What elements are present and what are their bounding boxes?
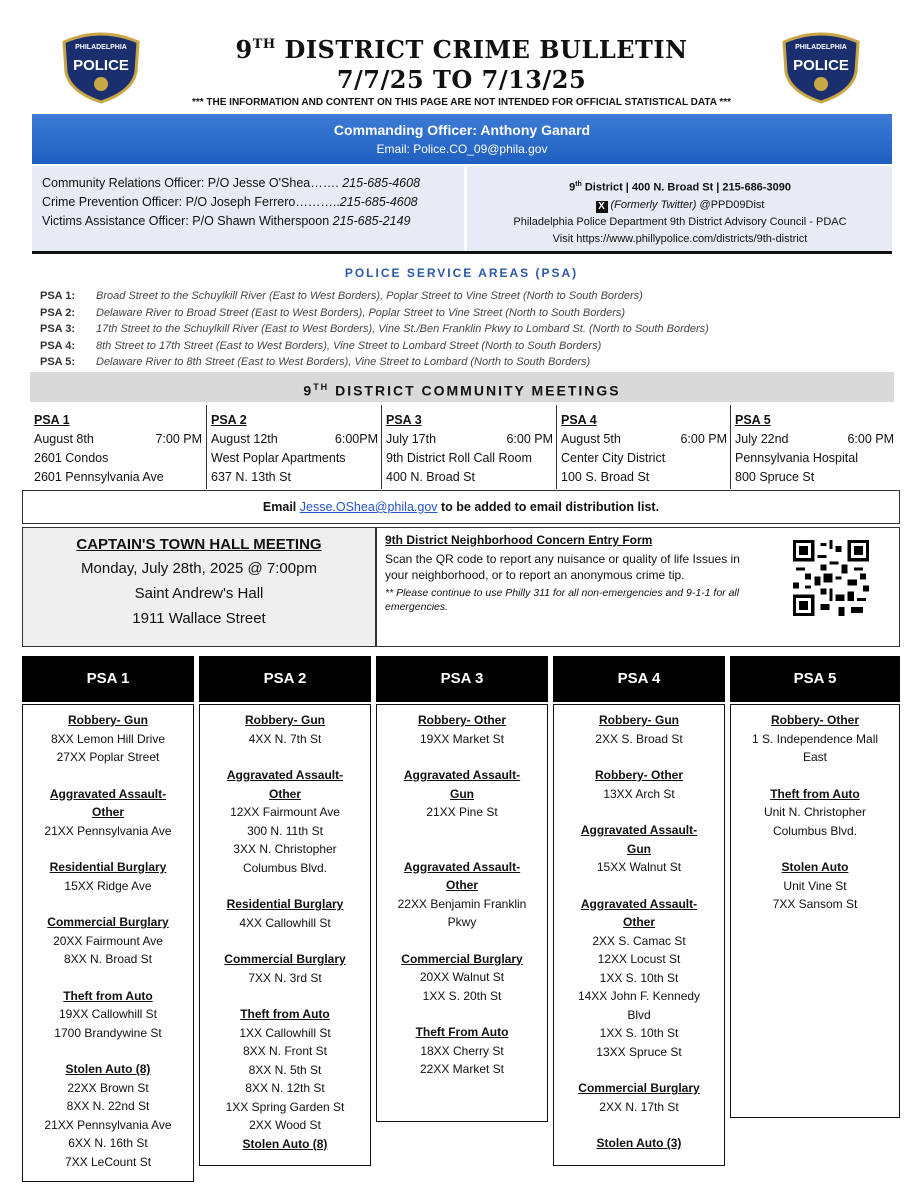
- crime-category: Stolen Auto (8): [65, 1062, 151, 1076]
- town-hall-box: [22, 527, 376, 647]
- crime-category: Residential Burglary: [226, 897, 344, 911]
- psa-area-row: PSA 3: 17th Street to the Schuylkill River (East to West Borders), Vine St./Ben Franklin Pkwy to Lombard St. (North to South Borders): [40, 323, 709, 335]
- crime-location: 21XX Pennsylvania Ave: [44, 823, 172, 838]
- crime-location: 14XX John F. Kennedy: [577, 989, 701, 1003]
- spacer: [23, 969, 193, 987]
- psa-2-crimes: [199, 704, 371, 1166]
- psa-area-list: [40, 288, 910, 371]
- crime-location: Blvd: [627, 1007, 651, 1022]
- psa-1-crimes: [22, 704, 194, 1182]
- crime-category: Theft from Auto: [63, 988, 153, 1003]
- crime-location: 3XX N. Christopher: [233, 842, 337, 856]
- badge-label-main: POLICE: [73, 57, 129, 74]
- divider: [464, 166, 467, 251]
- date-range: 7/7/25 TO 7/13/25: [336, 65, 587, 94]
- crime-category: Residential Burglary: [49, 860, 167, 874]
- crime-location: 2XX S. Broad St: [595, 731, 683, 746]
- crime-location: 22XX Benjamin Franklin: [397, 896, 527, 911]
- commanding-officer-bar: [32, 114, 892, 164]
- town-hall-address: 1911 Wallace Street: [132, 610, 266, 627]
- psa-area-row: PSA 1: Broad Street to the Schuylkill River (East to West Borders), Poplar Street to Vine Street (North to South Borders): [40, 290, 643, 302]
- crime-category: Robbery- Gun: [68, 713, 148, 727]
- email-distribution-row: Email Jesse.OShea@phila.gov to be added to email distribution list.: [22, 490, 900, 524]
- crime-category: Robbery- Other: [594, 768, 683, 782]
- psa-area-row: PSA 5: Delaware River to 8th Street (East to West Borders), Vine Street to Lombard (North to South Borders): [40, 356, 591, 368]
- spacer: [377, 748, 547, 766]
- psa-5-crimes: [730, 704, 900, 1118]
- town-hall-place: Saint Andrew's Hall: [134, 585, 264, 602]
- town-hall-heading: CAPTAIN'S TOWN HALL MEETING: [76, 536, 322, 553]
- crime-location: 18XX Cherry St: [420, 1043, 504, 1058]
- crime-location: 8XX N. Front St: [242, 1044, 328, 1058]
- svg-text:PHILADELPHIA: PHILADELPHIA: [795, 44, 847, 51]
- crime-category: Gun: [450, 786, 474, 801]
- officer-row: Victims Assistance Officer: P/O Shawn Witherspoon 215-685-2149: [42, 214, 411, 228]
- crime-category: Other: [268, 786, 301, 801]
- bulletin-title: 9TH DISTRICT CRIME BULLETIN 7/7/25 TO 7/13/25: [0, 30, 923, 95]
- badge-label-top: PHILADELPHIA: [75, 44, 127, 51]
- crime-category: Robbery- Gun: [599, 713, 679, 727]
- crime-location: 12XX Locust St: [597, 952, 681, 966]
- crime-category: Stolen Auto (8): [242, 1136, 328, 1151]
- spacer: [377, 1005, 547, 1023]
- crime-category: Aggravated Assault-: [580, 823, 698, 837]
- spacer: [377, 822, 547, 840]
- crime-location: 8XX N. 22nd St: [66, 1099, 150, 1113]
- crime-location: 1700 Brandywine St: [54, 1025, 162, 1040]
- commanding-officer-email[interactable]: Email: Police.CO_09@phila.gov: [376, 142, 548, 156]
- officer-list: [42, 174, 462, 231]
- crime-category: Aggravated Assault-: [580, 896, 698, 911]
- town-hall-date: Monday, July 28th, 2025 @ 7:00pm: [81, 560, 317, 577]
- crime-location: 7XX N. 3rd St: [248, 970, 322, 985]
- crime-location: 15XX Ridge Ave: [64, 878, 152, 893]
- psa-area-row: PSA 4: 8th Street to 17th Street (East to West Borders), Vine Street to Lombard Street (North to South Borders): [40, 339, 602, 352]
- crime-location: 6XX N. 16th St: [68, 1136, 148, 1150]
- crime-location: 1XX Spring Garden St: [225, 1099, 345, 1114]
- crime-location: 20XX Walnut St: [419, 970, 505, 984]
- meeting-psa-1: PSA 1 August 8th 7:00 PM 2601 Condos 2601 Pennsylvania Ave: [34, 413, 202, 484]
- crime-category: Robbery- Other: [417, 713, 506, 727]
- concern-heading: 9th District Neighborhood Concern Entry Form: [385, 533, 653, 547]
- officer-row: Community Relations Officer: P/O Jesse O'Shea……. 215-685-4608: [42, 176, 421, 190]
- crime-location: Unit N. Christopher: [763, 805, 867, 819]
- community-meetings: [30, 405, 894, 489]
- crime-location: 4XX Callowhill St: [239, 915, 331, 930]
- community-meetings-heading: 9TH DISTRICT COMMUNITY MEETINGS: [30, 372, 894, 402]
- crime-category: Other: [445, 878, 478, 892]
- spacer: [200, 987, 370, 1005]
- crime-category: Commercial Burglary: [401, 951, 523, 966]
- spacer: [200, 932, 370, 950]
- crime-location: 1 S. Independence Mall: [751, 731, 879, 746]
- concern-entry-form: [376, 527, 900, 647]
- concern-note: ** Please continue to use Philly 311 for all non-emergencies and 9-1-1 for all emergencies.: [385, 587, 740, 613]
- crime-category: Other: [622, 915, 655, 929]
- crime-category: Theft from Auto: [240, 1007, 330, 1021]
- spacer: [554, 877, 724, 895]
- crime-location: 1XX Callowhill St: [239, 1025, 331, 1040]
- crime-category: Stolen Auto: [781, 860, 849, 874]
- crime-location: 19XX Callowhill St: [58, 1007, 158, 1021]
- qr-code-icon[interactable]: [793, 540, 869, 616]
- crime-location: 8XX Lemon Hill Drive: [50, 731, 166, 746]
- spacer: [200, 748, 370, 766]
- crime-location: 1XX S. 10th St: [599, 1026, 679, 1040]
- district-website[interactable]: Visit https://www.phillypolice.com/districts/9th-district: [552, 232, 808, 245]
- spacer: [731, 840, 899, 858]
- crime-location: Columbus Blvd.: [242, 860, 328, 875]
- crime-location: 8XX N. 12th St: [245, 1081, 325, 1095]
- email-link[interactable]: Jesse.OShea@phila.gov: [299, 500, 438, 514]
- spacer: [23, 767, 193, 785]
- spacer: [23, 895, 193, 913]
- commanding-officer-name: Commanding Officer: Anthony Ganard: [333, 122, 591, 138]
- crime-category: Commercial Burglary: [578, 1081, 700, 1095]
- district-info: 9th District | 400 N. Broad St | 215-686-3090 X (Formerly Twitter) @PPD09Dist Philadelphia Police Department 9th District Advisory Council - PDAC Visit https://www.phillypolice.com/districts/9th-district: [468, 176, 892, 248]
- psa-3-header: PSA 3: [376, 656, 548, 702]
- spacer: [731, 767, 899, 785]
- spacer: [23, 840, 193, 858]
- crime-location: Columbus Blvd.: [772, 823, 858, 838]
- disclaimer: *** THE INFORMATION AND CONTENT ON THIS PAGE ARE NOT INTENDED FOR OFFICIAL STATISTICAL DATA ***: [191, 97, 732, 108]
- spacer: [554, 1116, 724, 1134]
- crime-category: Aggravated Assault-: [226, 768, 344, 782]
- crime-category: Aggravated Assault-: [403, 859, 521, 874]
- crime-category: Commercial Burglary: [47, 915, 169, 929]
- crime-location: 1XX S. 10th St: [599, 970, 679, 985]
- crime-location: 13XX Spruce St: [596, 1044, 682, 1059]
- crime-location: 13XX Arch St: [603, 786, 675, 801]
- crime-category: Aggravated Assault-: [49, 786, 167, 801]
- crime-category: Aggravated Assault-: [403, 768, 521, 782]
- crime-category: Other: [91, 805, 124, 819]
- crime-category: Robbery- Other: [770, 713, 859, 727]
- psa-heading: POLICE SERVICE AREAS (PSA): [344, 266, 579, 280]
- meeting-psa-5: PSA 5 July 22nd 6:00 PM Pennsylvania Hospital 800 Spruce St: [730, 405, 894, 489]
- crime-category: Theft From Auto: [415, 1025, 509, 1039]
- meeting-psa-4: PSA 4 August 5th 6:00 PM Center City District 100 S. Broad St: [556, 405, 727, 489]
- crime-category: Robbery- Gun: [245, 713, 325, 727]
- contacts-panel: [32, 166, 892, 254]
- crime-location: Unit Vine St: [783, 878, 847, 893]
- psa-4-header: PSA 4: [553, 656, 725, 702]
- crime-location: 15XX Walnut St: [596, 860, 682, 874]
- crime-location: 8XX N. 5th St: [248, 1062, 322, 1077]
- crime-location: Pkwy: [447, 915, 477, 929]
- crime-location: 27XX Poplar Street: [56, 750, 160, 764]
- crime-location: 2XX Wood St: [249, 1118, 321, 1132]
- crime-location: 21XX Pennsylvania Ave: [44, 1117, 172, 1132]
- psa-area-row: PSA 2: Delaware River to Broad Street (East to West Borders), Poplar Street to Vine Street (North to South Borders): [40, 306, 626, 319]
- crime-location: 22XX Market St: [419, 1062, 505, 1076]
- spacer: [200, 877, 370, 895]
- crime-location: 22XX Brown St: [67, 1080, 149, 1095]
- crime-location: 7XX LeCount St: [64, 1154, 152, 1169]
- crime-category: Theft from Auto: [770, 786, 860, 801]
- crime-category: Stolen Auto (3): [596, 1136, 682, 1150]
- spacer: [377, 932, 547, 950]
- crime-category: Gun: [627, 841, 651, 856]
- concern-body: Scan the QR code to report any nuisance or quality of life Issues in your neighborhood, or to report an anonymous crime tip.: [385, 552, 740, 582]
- crime-category: Commercial Burglary: [224, 952, 346, 966]
- crime-location: East: [802, 750, 827, 764]
- crime-location: 2XX S. Camac St: [592, 933, 686, 948]
- crime-location: 12XX Fairmount Ave: [230, 805, 340, 819]
- crime-location: 21XX Pine St: [426, 805, 498, 819]
- crime-location: 1XX S. 20th St: [422, 988, 502, 1003]
- psa-5-header: PSA 5: [730, 656, 900, 702]
- spacer: [23, 1042, 193, 1060]
- meeting-psa-3: PSA 3 July 17th 6:00 PM 9th District Roll Call Room 400 N. Broad St: [381, 405, 553, 489]
- meeting-psa-2: PSA 2 August 12th 6:00PM West Poplar Apartments 637 N. 13th St: [206, 405, 378, 489]
- crime-location: 20XX Fairmount Ave: [53, 933, 163, 948]
- officer-row: Crime Prevention Officer: P/O Joseph Ferrero………..215-685-4608: [42, 195, 418, 209]
- psa-2-header: PSA 2: [199, 656, 371, 702]
- spacer: [554, 748, 724, 766]
- spacer: [377, 840, 547, 858]
- spacer: [554, 803, 724, 821]
- psa-1-header: PSA 1: [22, 656, 194, 702]
- psa-3-crimes: [376, 704, 548, 1122]
- crime-location: 7XX Sansom St: [772, 897, 858, 911]
- spacer: [554, 1061, 724, 1079]
- x-twitter-icon: X: [596, 201, 608, 213]
- crime-location: 8XX N. Broad St: [63, 952, 153, 966]
- psa-4-crimes: [553, 704, 725, 1166]
- crime-location: 2XX N. 17th St: [599, 1099, 679, 1114]
- twitter-handle[interactable]: @PPD09Dist: [696, 198, 765, 211]
- crime-location: 300 N. 11th St: [247, 823, 323, 838]
- svg-text:POLICE: POLICE: [793, 57, 849, 74]
- crime-location: 4XX N. 7th St: [248, 731, 322, 746]
- crime-location: 19XX Market St: [419, 731, 505, 746]
